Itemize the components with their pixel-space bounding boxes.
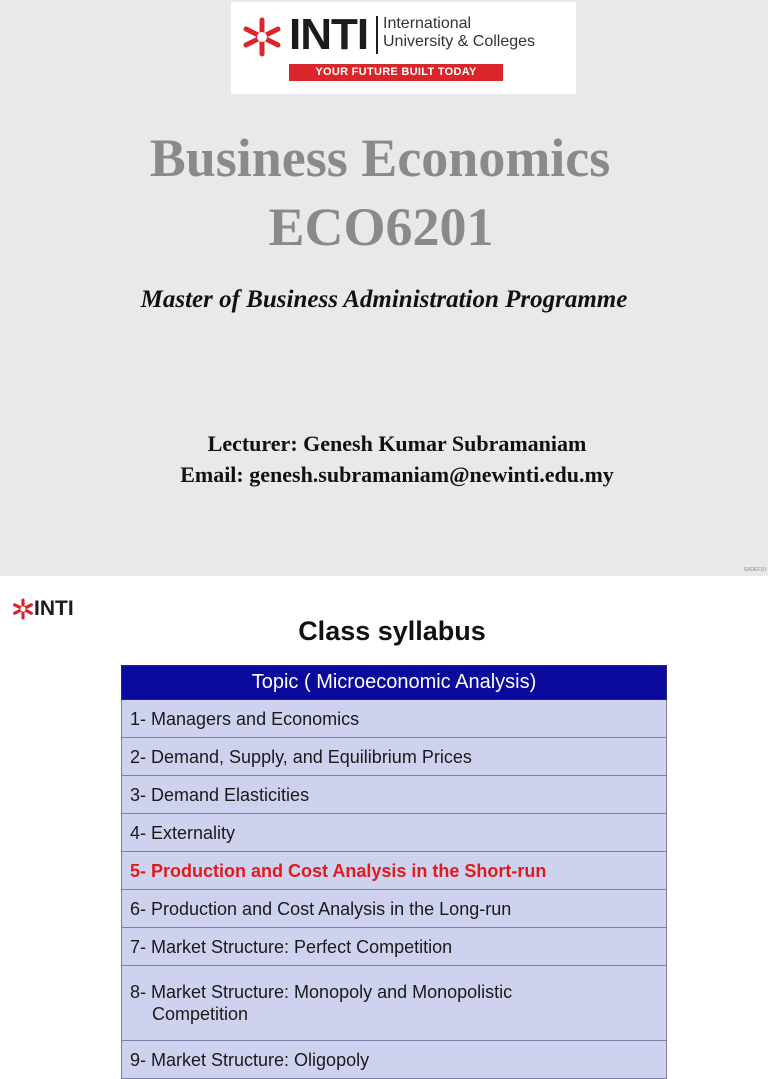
- table-row: 2- Demand, Supply, and Equilibrium Prices: [122, 738, 667, 776]
- programme-name: Master of Business Administration Programme: [140, 286, 628, 313]
- syllabus-slide: [0, 576, 768, 1070]
- table-row: 9- Market Structure: Oligopoly: [122, 1041, 667, 1079]
- syllabus-table: [121, 665, 667, 1079]
- table-row: 4- Externality: [122, 814, 667, 852]
- table-row: 1- Managers and Economics: [122, 700, 667, 738]
- small-logo-wordmark: INTI: [34, 597, 74, 620]
- table-row: 7- Market Structure: Perfect Competition: [122, 928, 667, 966]
- table-row-line1: 8- Market Structure: Monopoly and Monopolistic: [130, 982, 513, 1002]
- table-row-line2: Competition: [152, 1004, 249, 1024]
- table-row-highlighted: 5- Production and Cost Analysis in the Short-run: [122, 852, 667, 890]
- table-row: 6- Production and Cost Analysis in the Long-run: [122, 890, 667, 928]
- lecturer-name: Lecturer: Genesh Kumar Subramaniam: [207, 431, 587, 456]
- table-row: [122, 966, 667, 1041]
- slide-code: SADEF10: [743, 567, 766, 573]
- course-title: Business Economics: [149, 128, 611, 188]
- table-header: Topic ( Microeconomic Analysis): [122, 666, 667, 700]
- logo-wordmark: INTI: [289, 10, 369, 59]
- logo-subtitle-line2: University & Colleges: [383, 33, 536, 50]
- logo-divider: [376, 16, 378, 54]
- logo-subtitle-line1: International: [383, 15, 472, 32]
- table-row: 3- Demand Elasticities: [122, 776, 667, 814]
- syllabus-title: Class syllabus: [298, 616, 486, 646]
- inti-star-icon: [241, 16, 283, 58]
- inti-logo: [231, 2, 576, 94]
- lecturer-email: Email: genesh.subramaniam@newinti.edu.my: [180, 462, 614, 487]
- logo-tagline: YOUR FUTURE BUILT TODAY: [289, 64, 503, 81]
- course-code: ECO6201: [268, 197, 494, 257]
- logo-subtitle: [383, 15, 535, 51]
